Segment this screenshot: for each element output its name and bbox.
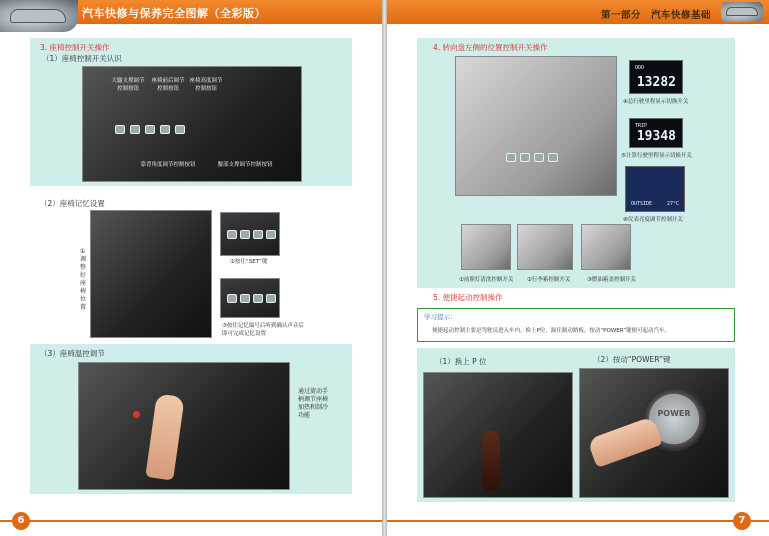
header-bar: [0, 0, 382, 24]
fuel-cap-caption: ③燃油箱盖控制开关: [587, 277, 636, 283]
trip-display: TRIP 19348: [629, 118, 683, 148]
dashboard-left-photo: [455, 56, 617, 196]
section4-heading: 4. 转向盘左侧的位置控制开关操作: [433, 43, 548, 52]
right-page: [387, 0, 769, 536]
temp-subtitle: （3）座椅温控调节: [40, 349, 105, 358]
heater-indicator-icon: [133, 411, 140, 418]
fuel-cap-photo: [581, 224, 631, 270]
step2-label: （2）按动“POWER”键: [593, 355, 671, 364]
brightness-caption: ⑥仪表亮度调节控制开关: [623, 217, 683, 223]
seat-temp-photo: [78, 362, 290, 490]
section5-heading: 5. 便捷起动控制操作: [433, 293, 503, 302]
set-button-caption: ②按住“SET”键: [230, 259, 268, 265]
part-title: 第一部分 汽车快修基础: [600, 10, 711, 21]
seat-switch-photo: [82, 66, 302, 182]
brightness-display: OUTSIDE 27°C: [625, 166, 685, 212]
seat-switch-subtitle: （1）座椅控制开关认识: [42, 54, 122, 63]
power-button-icon: POWER: [642, 387, 706, 451]
seat-temp-panel: [30, 344, 352, 494]
page-number: 6: [12, 512, 30, 530]
set-button-photo: [220, 212, 280, 256]
lumbar-label: 大腿支撑调节控制按钮: [111, 78, 145, 92]
car-logo-icon: [0, 0, 78, 32]
trip-caption: ⑤计算行驶里程显示切换开关: [621, 153, 692, 159]
seat-switch-panel: [30, 38, 352, 186]
odo-display: ODO 13282: [629, 60, 683, 94]
seat-switch-buttons: [115, 125, 185, 134]
trunk-caption: ②行李箱控制开关: [527, 277, 571, 283]
finger-image: [145, 393, 184, 480]
page-number: 7: [733, 512, 751, 530]
headlight-caption: ①前照灯清洗控制开关: [459, 277, 514, 283]
odo-caption: ④总行驶里程显示切换开关: [623, 99, 689, 105]
temp-side-note: 通过旋动手柄调节座椅加热和制冷功能: [298, 388, 329, 419]
front-rear-label: 座椅前后调节控制按钮: [151, 78, 185, 92]
car-logo-icon: [721, 2, 763, 22]
memory-button-photo: [220, 278, 280, 318]
headlight-photo: [461, 224, 511, 270]
memory-button-caption: ③按住记忆编号后听到确认声音后即可完成记忆设置: [222, 323, 304, 337]
finger-image: [587, 416, 663, 468]
memory-side-note: ①调整好座椅位置: [80, 248, 87, 311]
tip-title: 学习提示：: [424, 313, 457, 321]
left-page: [0, 0, 382, 536]
height-label: 座椅高度调节控制按钮: [189, 78, 223, 92]
shift-knob-image: [482, 431, 500, 491]
tip-body: 便捷起动控制主要是驾驶员进入车内，换上P位，踩住制动踏板，按动“POWER”键便可起动汽车。: [432, 328, 671, 334]
step1-label: （1）换上 P 位: [435, 357, 487, 366]
memory-subtitle: （2）座椅记忆设置: [40, 199, 105, 208]
seat-interior-photo: [90, 210, 212, 338]
footer-line: [387, 520, 769, 522]
start-steps-panel: [417, 348, 735, 502]
gear-shift-photo: [423, 372, 573, 498]
section3-heading: 3. 座椅控制开关操作: [40, 43, 110, 52]
book-title: 汽车快修与保养完全图解（全彩版）: [82, 7, 266, 20]
footer-line: [0, 520, 382, 522]
learning-tip-box: [417, 308, 735, 342]
waist-label: 腰部支撑调节控制按钮: [217, 162, 273, 168]
trunk-photo: [517, 224, 573, 270]
header-bar: [387, 0, 769, 24]
back-angle-label: 靠背角度调节控制按钮: [140, 162, 196, 168]
steering-left-panel: [417, 38, 735, 288]
power-button-photo: [579, 368, 729, 498]
